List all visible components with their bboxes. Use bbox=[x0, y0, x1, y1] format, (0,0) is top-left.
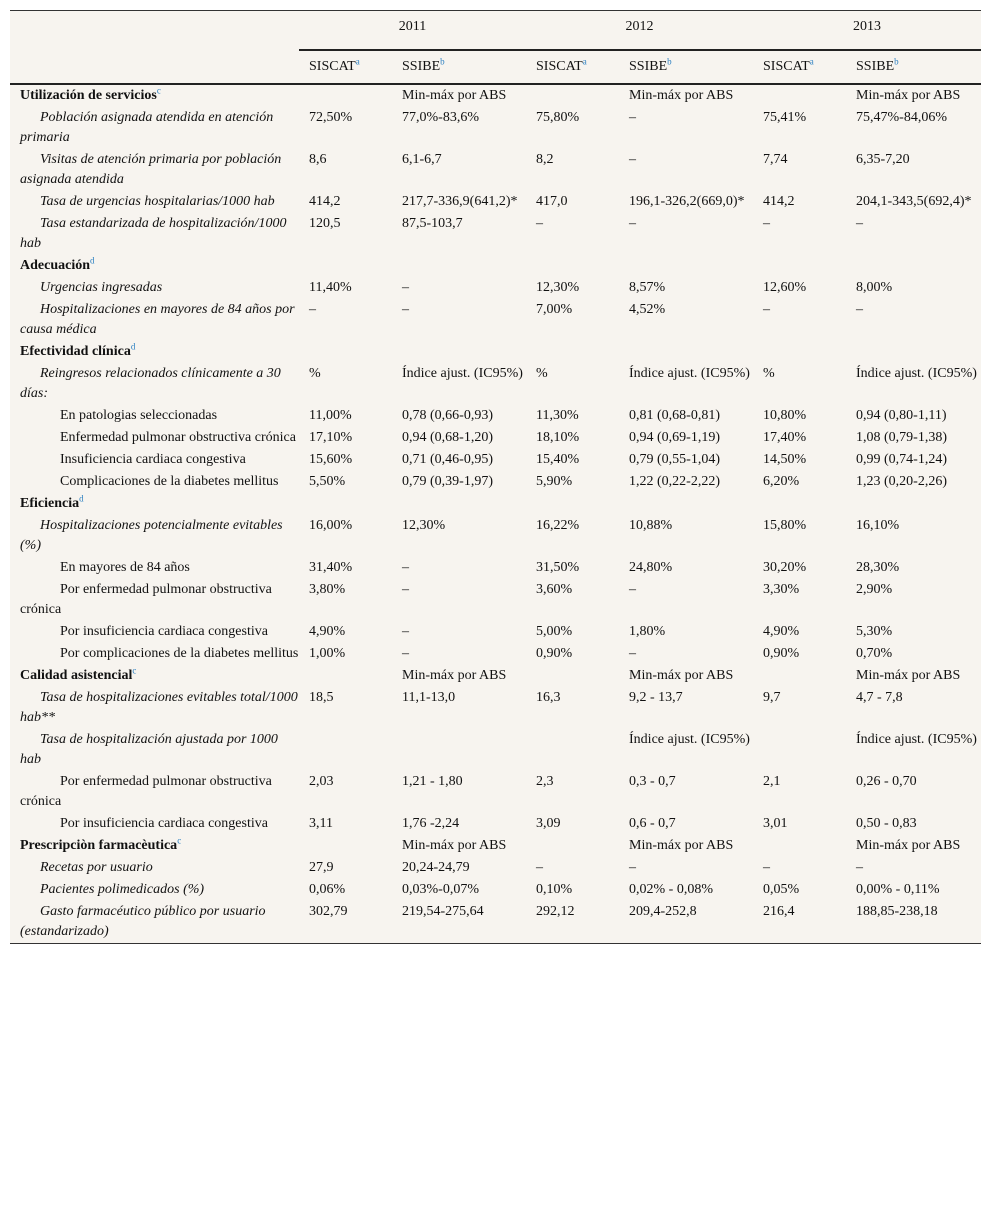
cell-ssibe-2011: 0,78 (0,66-0,93) bbox=[402, 408, 493, 423]
header-siscat-text: SISCAT bbox=[763, 59, 810, 74]
row-label-text: Población asignada atendida en atención primaria bbox=[20, 110, 274, 145]
cell-ssibe-2012 bbox=[619, 493, 753, 515]
cell-ssibe-2013: 0,00% - 0,11% bbox=[856, 882, 940, 897]
cell-siscat-2013: – bbox=[763, 302, 771, 317]
cell-ssibe-2013: 2,90% bbox=[856, 582, 893, 597]
table-row bbox=[10, 427, 981, 449]
row-label-text: En patologias seleccionadas bbox=[60, 408, 218, 423]
cell-ssibe-2013: 1,08 (0,79-1,38) bbox=[856, 430, 948, 445]
cell-ssibe-2011: 11,1-13,0 bbox=[402, 690, 456, 705]
cell-siscat-2013: 15,80% bbox=[763, 518, 807, 533]
cell-siscat-2011 bbox=[299, 665, 392, 687]
cell-siscat-2011: 4,90% bbox=[309, 624, 346, 639]
cell-ssibe-2012: 209,4-252,8 bbox=[629, 904, 697, 919]
row-label-text: Tasa de hospitalización ajustada por 1000 hab bbox=[20, 732, 278, 767]
cell-siscat-2012: 18,10% bbox=[536, 430, 580, 445]
row-label-text: Pacientes polimedicados (%) bbox=[40, 882, 205, 897]
cell-ssibe-2011 bbox=[392, 255, 526, 277]
table-row bbox=[10, 405, 981, 427]
cell-siscat-2011: 0,06% bbox=[309, 882, 346, 897]
row-label-text: Gasto farmacéutico público por usuario (estandarizado) bbox=[20, 904, 266, 939]
cell-siscat-2013: 14,50% bbox=[763, 452, 807, 467]
cell-siscat-2011: 18,5 bbox=[309, 690, 334, 705]
header-year-2012: 2012 bbox=[526, 11, 753, 51]
cell-ssibe-2013 bbox=[846, 341, 981, 363]
row-label-text: Hospitalizaciones en mayores de 84 años por causa médica bbox=[20, 302, 295, 337]
header-siscat-2011 bbox=[299, 50, 392, 84]
footnote-a-marker: a bbox=[355, 56, 360, 67]
cell-ssibe-2011: Min-máx por ABS bbox=[402, 838, 507, 853]
cell-ssibe-2013: 188,85-238,18 bbox=[856, 904, 938, 919]
cell-siscat-2012: – bbox=[536, 216, 544, 231]
cell-ssibe-2013: 75,47%-84,06% bbox=[856, 110, 948, 125]
cell-siscat-2011: 15,60% bbox=[309, 452, 353, 467]
table-row bbox=[10, 813, 981, 835]
cell-siscat-2013 bbox=[753, 255, 846, 277]
cell-siscat-2012: 31,50% bbox=[536, 560, 580, 575]
cell-siscat-2013 bbox=[753, 84, 846, 107]
row-label-text: Enfermedad pulmonar obstructiva crónica bbox=[60, 430, 296, 445]
table-row bbox=[10, 277, 981, 299]
row-label-text: Eficiencia bbox=[20, 496, 80, 511]
table-row bbox=[10, 687, 981, 729]
table-row bbox=[10, 557, 981, 579]
table-header bbox=[10, 11, 981, 85]
header-ssibe-2012 bbox=[619, 50, 753, 84]
footnote-b-marker: b bbox=[667, 56, 672, 67]
table-row bbox=[10, 857, 981, 879]
footnote-marker: d bbox=[79, 493, 84, 504]
cell-siscat-2011: 11,40% bbox=[309, 280, 352, 295]
cell-siscat-2013: 4,90% bbox=[763, 624, 800, 639]
cell-siscat-2013: 6,20% bbox=[763, 474, 800, 489]
cell-siscat-2011: 11,00% bbox=[309, 408, 352, 423]
cell-ssibe-2013: 1,23 (0,20-2,26) bbox=[856, 474, 948, 489]
section-row bbox=[10, 84, 981, 107]
cell-siscat-2013 bbox=[753, 835, 846, 857]
cell-ssibe-2011: – bbox=[402, 582, 409, 597]
table-row bbox=[10, 579, 981, 621]
header-siscat-2013 bbox=[753, 50, 846, 84]
cell-siscat-2011: 1,00% bbox=[309, 646, 346, 661]
cell-siscat-2012 bbox=[526, 729, 619, 771]
cell-siscat-2012 bbox=[526, 665, 619, 687]
section-row bbox=[10, 255, 981, 277]
cell-siscat-2011: 8,6 bbox=[309, 152, 327, 167]
cell-ssibe-2011: 20,24-24,79 bbox=[402, 860, 470, 875]
row-label bbox=[10, 363, 299, 405]
section-heading bbox=[10, 665, 299, 687]
row-label bbox=[10, 879, 299, 901]
row-label bbox=[10, 471, 299, 493]
row-label-text: Utilización de servicios bbox=[20, 88, 157, 103]
row-label-text: Recetas por usuario bbox=[40, 860, 153, 875]
row-label-text: Por complicaciones de la diabetes mellitus bbox=[60, 646, 299, 661]
table-row bbox=[10, 621, 981, 643]
header-ssibe-2013 bbox=[846, 50, 981, 84]
cell-ssibe-2013: 6,35-7,20 bbox=[856, 152, 910, 167]
cell-ssibe-2011: Min-máx por ABS bbox=[402, 668, 507, 683]
cell-ssibe-2013: – bbox=[856, 216, 864, 231]
cell-ssibe-2013: 0,94 (0,80-1,11) bbox=[856, 408, 947, 423]
row-label bbox=[10, 729, 299, 771]
table-row bbox=[10, 299, 981, 341]
cell-siscat-2012: 16,22% bbox=[536, 518, 580, 533]
row-label bbox=[10, 299, 299, 341]
cell-ssibe-2011: 0,03%-0,07% bbox=[402, 882, 479, 897]
cell-siscat-2012: 3,60% bbox=[536, 582, 573, 597]
footnote-marker: c bbox=[156, 85, 161, 96]
cell-ssibe-2012: Min-máx por ABS bbox=[629, 88, 734, 103]
footnote-marker: c bbox=[132, 665, 137, 676]
cell-siscat-2011: 302,79 bbox=[309, 904, 348, 919]
cell-ssibe-2011: 0,79 (0,39-1,97) bbox=[402, 474, 493, 489]
header-ssibe-text: SSIBE bbox=[856, 59, 895, 74]
header-siscat-2012 bbox=[526, 50, 619, 84]
cell-siscat-2012: 417,0 bbox=[536, 194, 568, 209]
cell-ssibe-2013: 204,1-343,5(692,4)* bbox=[856, 194, 972, 209]
indicators-table-container bbox=[10, 10, 981, 944]
cell-ssibe-2011: – bbox=[402, 560, 409, 575]
cell-siscat-2013: 7,74 bbox=[763, 152, 788, 167]
cell-ssibe-2012: 9,2 - 13,7 bbox=[629, 690, 683, 705]
cell-siscat-2013: 30,20% bbox=[763, 560, 807, 575]
table-row bbox=[10, 471, 981, 493]
section-heading bbox=[10, 255, 299, 277]
cell-siscat-2013: 414,2 bbox=[763, 194, 795, 209]
row-label bbox=[10, 277, 299, 299]
cell-ssibe-2011: – bbox=[402, 624, 409, 639]
cell-ssibe-2012: – bbox=[629, 110, 637, 125]
footnote-b-marker: b bbox=[894, 56, 899, 67]
cell-siscat-2011 bbox=[299, 729, 392, 771]
cell-siscat-2012: 16,3 bbox=[536, 690, 561, 705]
cell-ssibe-2011 bbox=[392, 729, 526, 771]
section-row bbox=[10, 341, 981, 363]
cell-siscat-2012: 5,90% bbox=[536, 474, 573, 489]
cell-siscat-2011: 72,50% bbox=[309, 110, 353, 125]
cell-ssibe-2013: 4,7 - 7,8 bbox=[856, 690, 903, 705]
row-label bbox=[10, 579, 299, 621]
cell-ssibe-2013: 16,10% bbox=[856, 518, 900, 533]
table-row bbox=[10, 729, 981, 771]
cell-siscat-2011 bbox=[299, 341, 392, 363]
row-label bbox=[10, 107, 299, 149]
cell-siscat-2011: 414,2 bbox=[309, 194, 341, 209]
cell-ssibe-2012: 0,3 - 0,7 bbox=[629, 774, 676, 789]
row-label-text: Reingresos relacionados clínicamente a 30 días: bbox=[20, 366, 281, 401]
table-row bbox=[10, 363, 981, 405]
header-siscat-text: SISCAT bbox=[309, 59, 356, 74]
cell-ssibe-2012: 1,22 (0,22-2,22) bbox=[629, 474, 721, 489]
cell-siscat-2012: – bbox=[536, 860, 544, 875]
row-label-text: Tasa de hospitalizaciones evitables total/1000 hab** bbox=[20, 690, 298, 725]
table-row bbox=[10, 213, 981, 255]
cell-siscat-2012: 75,80% bbox=[536, 110, 580, 125]
cell-ssibe-2012 bbox=[619, 341, 753, 363]
header-ssibe-text: SSIBE bbox=[402, 59, 441, 74]
cell-ssibe-2012: 24,80% bbox=[629, 560, 673, 575]
row-label bbox=[10, 191, 299, 213]
table-row bbox=[10, 515, 981, 557]
cell-siscat-2013: 75,41% bbox=[763, 110, 807, 125]
cell-ssibe-2012: Min-máx por ABS bbox=[629, 838, 734, 853]
row-label-text: Complicaciones de la diabetes mellitus bbox=[60, 474, 279, 489]
header-label-cell bbox=[10, 50, 299, 84]
row-label-text: Urgencias ingresadas bbox=[40, 280, 163, 295]
cell-siscat-2012: 15,40% bbox=[536, 452, 580, 467]
row-label-text: Tasa estandarizada de hospitalización/1000 hab bbox=[20, 216, 287, 251]
cell-ssibe-2012: – bbox=[629, 216, 637, 231]
cell-ssibe-2011: 1,21 - 1,80 bbox=[402, 774, 463, 789]
cell-siscat-2012 bbox=[526, 341, 619, 363]
cell-siscat-2011: 3,11 bbox=[309, 816, 333, 831]
row-label bbox=[10, 449, 299, 471]
cell-ssibe-2011: – bbox=[402, 280, 409, 295]
row-label bbox=[10, 771, 299, 813]
row-label-text: Por insuficiencia cardiaca congestiva bbox=[60, 624, 268, 639]
cell-ssibe-2011: 6,1-6,7 bbox=[402, 152, 442, 167]
cell-ssibe-2011 bbox=[392, 493, 526, 515]
cell-ssibe-2013: 0,99 (0,74-1,24) bbox=[856, 452, 948, 467]
table-row bbox=[10, 191, 981, 213]
cell-siscat-2011: 5,50% bbox=[309, 474, 346, 489]
cell-ssibe-2012: 0,79 (0,55-1,04) bbox=[629, 452, 721, 467]
cell-ssibe-2013: 0,70% bbox=[856, 646, 893, 661]
cell-ssibe-2012: 0,6 - 0,7 bbox=[629, 816, 676, 831]
cell-ssibe-2012: – bbox=[629, 152, 637, 167]
row-label-text: Efectividad clínica bbox=[20, 344, 131, 359]
cell-ssibe-2012: 196,1-326,2(669,0)* bbox=[629, 194, 745, 209]
row-label-text: En mayores de 84 años bbox=[60, 560, 190, 575]
cell-ssibe-2011: 217,7-336,9(641,2)* bbox=[402, 194, 518, 209]
cell-siscat-2011 bbox=[299, 255, 392, 277]
row-label-text: Por enfermedad pulmonar obstructiva crónica bbox=[20, 774, 272, 809]
cell-ssibe-2012: 1,80% bbox=[629, 624, 666, 639]
row-label-text: Prescripciòn farmacèutica bbox=[20, 838, 178, 853]
cell-siscat-2012: 5,00% bbox=[536, 624, 573, 639]
row-label-text: Tasa de urgencias hospitalarias/1000 hab bbox=[40, 194, 275, 209]
section-row bbox=[10, 665, 981, 687]
footnote-a-marker: a bbox=[582, 56, 587, 67]
header-year-2013: 2013 bbox=[753, 11, 981, 51]
cell-ssibe-2012: 10,88% bbox=[629, 518, 673, 533]
table-row bbox=[10, 149, 981, 191]
row-label bbox=[10, 149, 299, 191]
section-row bbox=[10, 835, 981, 857]
cell-ssibe-2012: Índice ajust. (IC95%) bbox=[629, 366, 750, 381]
row-label bbox=[10, 427, 299, 449]
cell-ssibe-2013: – bbox=[856, 302, 864, 317]
cell-siscat-2011 bbox=[299, 835, 392, 857]
cell-siscat-2012: 292,12 bbox=[536, 904, 575, 919]
cell-siscat-2011: 16,00% bbox=[309, 518, 353, 533]
cell-ssibe-2011: 12,30% bbox=[402, 518, 446, 533]
footnote-marker: c bbox=[177, 835, 182, 846]
cell-siscat-2012: 12,30% bbox=[536, 280, 580, 295]
cell-siscat-2012: 3,09 bbox=[536, 816, 561, 831]
cell-ssibe-2013: 0,50 - 0,83 bbox=[856, 816, 917, 831]
section-heading bbox=[10, 493, 299, 515]
header-empty-cell bbox=[10, 11, 299, 51]
header-columns-row bbox=[10, 50, 981, 84]
cell-ssibe-2012 bbox=[619, 255, 753, 277]
cell-siscat-2013 bbox=[753, 665, 846, 687]
cell-siscat-2011 bbox=[299, 493, 392, 515]
table-row bbox=[10, 901, 981, 944]
cell-ssibe-2012: Índice ajust. (IC95%) bbox=[629, 732, 750, 747]
cell-siscat-2012 bbox=[526, 493, 619, 515]
cell-ssibe-2011: – bbox=[402, 646, 409, 661]
row-label bbox=[10, 857, 299, 879]
cell-siscat-2013 bbox=[753, 341, 846, 363]
cell-ssibe-2012: Min-máx por ABS bbox=[629, 668, 734, 683]
cell-siscat-2012 bbox=[526, 255, 619, 277]
footnote-a-marker: a bbox=[809, 56, 814, 67]
header-ssibe-2011 bbox=[392, 50, 526, 84]
row-label-text: Hospitalizaciones potencialmente evitables (%) bbox=[20, 518, 283, 553]
cell-siscat-2012 bbox=[526, 84, 619, 107]
cell-ssibe-2012: – bbox=[629, 860, 637, 875]
cell-siscat-2013: % bbox=[763, 366, 775, 381]
cell-ssibe-2013: Índice ajust. (IC95%) bbox=[856, 732, 977, 747]
cell-ssibe-2013 bbox=[846, 255, 981, 277]
table-row bbox=[10, 107, 981, 149]
header-ssibe-text: SSIBE bbox=[629, 59, 668, 74]
row-label-text: Insuficiencia cardiaca congestiva bbox=[60, 452, 246, 467]
cell-siscat-2012 bbox=[526, 835, 619, 857]
cell-siscat-2012: % bbox=[536, 366, 548, 381]
cell-siscat-2013: 0,90% bbox=[763, 646, 800, 661]
cell-siscat-2011: % bbox=[309, 366, 321, 381]
cell-ssibe-2011: 0,71 (0,46-0,95) bbox=[402, 452, 493, 467]
cell-siscat-2012: 7,00% bbox=[536, 302, 573, 317]
footnote-b-marker: b bbox=[440, 56, 445, 67]
section-heading bbox=[10, 84, 299, 107]
row-label bbox=[10, 213, 299, 255]
cell-siscat-2012: 2,3 bbox=[536, 774, 554, 789]
cell-siscat-2011: 120,5 bbox=[309, 216, 341, 231]
cell-siscat-2011: 3,80% bbox=[309, 582, 346, 597]
header-siscat-text: SISCAT bbox=[536, 59, 583, 74]
row-label bbox=[10, 405, 299, 427]
cell-ssibe-2011: 219,54-275,64 bbox=[402, 904, 484, 919]
cell-siscat-2012: 0,10% bbox=[536, 882, 573, 897]
header-years-row bbox=[10, 11, 981, 51]
table-row bbox=[10, 771, 981, 813]
cell-ssibe-2013: Min-máx por ABS bbox=[856, 88, 961, 103]
cell-siscat-2013: – bbox=[763, 860, 771, 875]
cell-siscat-2013: – bbox=[763, 216, 771, 231]
cell-siscat-2013: 12,60% bbox=[763, 280, 807, 295]
row-label bbox=[10, 901, 299, 944]
table-row bbox=[10, 449, 981, 471]
section-heading bbox=[10, 341, 299, 363]
cell-ssibe-2011: Min-máx por ABS bbox=[402, 88, 507, 103]
cell-ssibe-2012: 4,52% bbox=[629, 302, 666, 317]
cell-siscat-2013: 9,7 bbox=[763, 690, 781, 705]
cell-ssibe-2013: Índice ajust. (IC95%) bbox=[856, 366, 977, 381]
cell-ssibe-2012: 0,81 (0,68-0,81) bbox=[629, 408, 721, 423]
cell-ssibe-2012: 0,94 (0,69-1,19) bbox=[629, 430, 721, 445]
cell-ssibe-2011: Índice ajust. (IC95%) bbox=[402, 366, 523, 381]
cell-ssibe-2013: Min-máx por ABS bbox=[856, 668, 961, 683]
cell-ssibe-2011: 87,5-103,7 bbox=[402, 216, 463, 231]
cell-siscat-2012: 0,90% bbox=[536, 646, 573, 661]
cell-siscat-2013: 3,30% bbox=[763, 582, 800, 597]
cell-siscat-2013: 2,1 bbox=[763, 774, 781, 789]
cell-siscat-2013: 10,80% bbox=[763, 408, 807, 423]
row-label-text: Por enfermedad pulmonar obstructiva crónica bbox=[20, 582, 272, 617]
cell-siscat-2013 bbox=[753, 729, 846, 771]
cell-ssibe-2013: 28,30% bbox=[856, 560, 900, 575]
cell-siscat-2013 bbox=[753, 493, 846, 515]
cell-ssibe-2011 bbox=[392, 341, 526, 363]
cell-ssibe-2013: Min-máx por ABS bbox=[856, 838, 961, 853]
section-row bbox=[10, 493, 981, 515]
row-label bbox=[10, 557, 299, 579]
cell-ssibe-2012: – bbox=[629, 646, 637, 661]
cell-ssibe-2012: – bbox=[629, 582, 637, 597]
cell-ssibe-2012: 8,57% bbox=[629, 280, 666, 295]
table-row bbox=[10, 879, 981, 901]
cell-ssibe-2013: 5,30% bbox=[856, 624, 893, 639]
cell-siscat-2011: 27,9 bbox=[309, 860, 334, 875]
cell-ssibe-2013 bbox=[846, 493, 981, 515]
row-label-text: Por insuficiencia cardiaca congestiva bbox=[60, 816, 268, 831]
indicators-table bbox=[10, 10, 981, 944]
cell-ssibe-2013: 0,26 - 0,70 bbox=[856, 774, 917, 789]
cell-ssibe-2011: 77,0%-83,6% bbox=[402, 110, 479, 125]
cell-ssibe-2011: 1,76 -2,24 bbox=[402, 816, 460, 831]
cell-siscat-2011: 17,10% bbox=[309, 430, 353, 445]
cell-siscat-2013: 0,05% bbox=[763, 882, 800, 897]
cell-siscat-2013: 17,40% bbox=[763, 430, 807, 445]
row-label-text: Visitas de atención primaria por población asignada atendida bbox=[20, 152, 282, 187]
row-label-text: Adecuación bbox=[20, 258, 90, 273]
row-label bbox=[10, 621, 299, 643]
row-label bbox=[10, 813, 299, 835]
table-row bbox=[10, 643, 981, 665]
cell-ssibe-2012: 0,02% - 0,08% bbox=[629, 882, 714, 897]
footnote-marker: d bbox=[90, 255, 95, 266]
cell-siscat-2012: 8,2 bbox=[536, 152, 554, 167]
cell-siscat-2011: 31,40% bbox=[309, 560, 353, 575]
cell-siscat-2013: 216,4 bbox=[763, 904, 795, 919]
row-label bbox=[10, 687, 299, 729]
cell-siscat-2012: 11,30% bbox=[536, 408, 579, 423]
row-label bbox=[10, 643, 299, 665]
table-body bbox=[10, 84, 981, 944]
cell-siscat-2011: – bbox=[309, 302, 316, 317]
cell-ssibe-2011: 0,94 (0,68-1,20) bbox=[402, 430, 493, 445]
section-heading bbox=[10, 835, 299, 857]
cell-siscat-2013: 3,01 bbox=[763, 816, 788, 831]
cell-siscat-2011 bbox=[299, 84, 392, 107]
header-year-2011: 2011 bbox=[299, 11, 526, 51]
cell-siscat-2011: 2,03 bbox=[309, 774, 334, 789]
row-label bbox=[10, 515, 299, 557]
footnote-marker: d bbox=[130, 341, 136, 352]
cell-ssibe-2013: – bbox=[856, 860, 864, 875]
cell-ssibe-2011: – bbox=[402, 302, 409, 317]
row-label-text: Calidad asistencial bbox=[20, 668, 133, 683]
cell-ssibe-2013: 8,00% bbox=[856, 280, 893, 295]
